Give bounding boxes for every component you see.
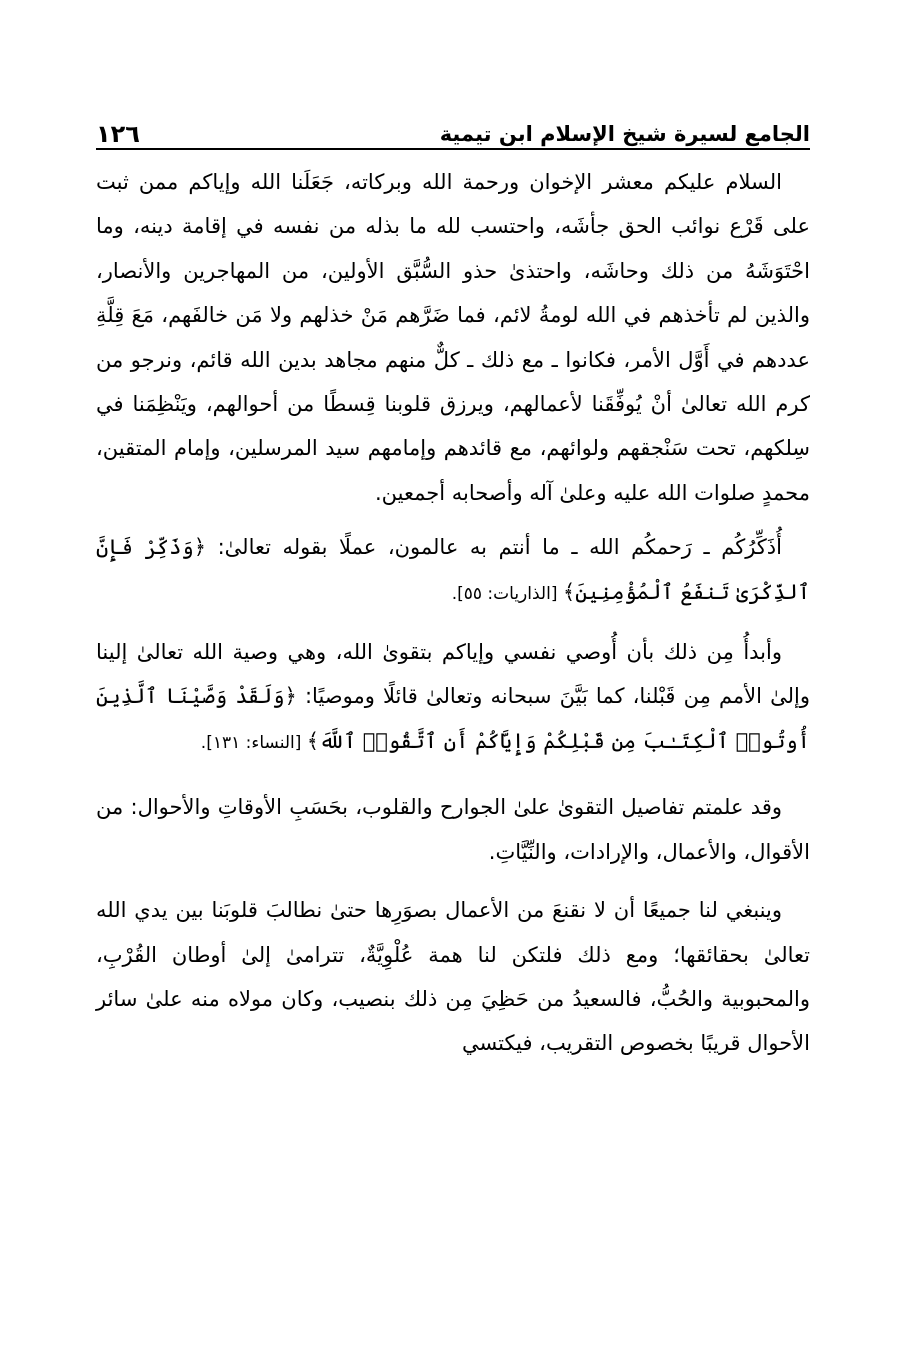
paragraph-details: وقد علمتم تفاصيل التقوىٰ علىٰ الجوارح والقلوب، بحَسَبِ الأوقاتِ والأحوال: من الأقوال، والأعمال، والإرادات، والنِّيَّاتِ. — [96, 795, 810, 864]
quran-verse: ﴿وَذَكِّرْ فَإِنَّ ٱلذِّكْرَىٰ تَنفَعُ ٱلْمُؤْمِنِينَ﴾ — [96, 535, 810, 604]
header-divider — [96, 148, 810, 150]
page-header — [96, 108, 810, 148]
quran-verse: ﴿وَلَقَدْ وَصَّيْنَا ٱلَّذِينَ أُوتُوا۟ ٱلْكِتَـٰبَ مِن قَبْلِكُمْ وَإِيَّاكُمْ أَنِ ٱتَّقُوا۟ ٱللَّهَ﴾ — [96, 684, 810, 753]
paragraph-reminder — [96, 525, 810, 616]
paragraph-text: وأبدأُ مِن ذلك بأن أُوصي نفسي وإياكم بتقوىٰ الله، وهي وصية الله تعالىٰ إلينا وإلىٰ الأمم مِن قَبْلنا، كما بَيَّنَ سبحانه وتعالىٰ قائلًا وموصيًا: — [96, 640, 810, 709]
paragraph-greeting: السلام عليكم معشر الإخوان ورحمة الله وبركاته، جَعَلَنا الله وإياكم ممن ثبت على قَرْع نوائب الحق جأشَه، واحتسب لله ما بذله من نفسه في إقامة دينه، وما احْتَوَشَهُ من ذلك وحاشَه، واحتذىٰ حذو السُّبَّق الأولين، من المهاجرين والأنصار، والذين لم تأخذهم في الله لومةُ لائم، فما ضَرَّهم مَنْ خذلهم ولا مَن خالفَهم، مَعَ قِلَّةِ عددهم في أَوَّل الأمر، فكانوا ـ مع ذلك ـ كلٌّ منهم مجاهد بدين الله قائم، ونرجو من كرم الله تعالىٰ أنْ يُوفِّقَنا لأعمالهم، ويرزق قلوبنا قِسطًا من أحوالهم، ويَنْظِمَنا في سِلكهم، تحت سَنْجقهم ولوائهم، مع قائدهم وإمامهم سيد المرسلين، وإمام المتقين، محمدٍ صلوات الله عليه وعلىٰ آله وأصحابه أجمعين. — [96, 170, 810, 505]
page-number: ١٢٦ — [96, 120, 140, 148]
verse-reference: [النساء: ١٣١]. — [200, 732, 307, 753]
verse-reference: [الذاريات: ٥٥]. — [451, 583, 563, 604]
running-title: الجامع لسيرة شيخ الإسلام ابن تيمية — [439, 122, 810, 146]
paragraph-aspiration: وينبغي لنا جميعًا أن لا نقنعَ من الأعمال بصوَرِها حتىٰ نطالبَ قلوبَنا بين يدي الله تعالىٰ بحقائقها؛ ومع ذلك فلتكن لنا همة عُلْوِيَّةٌ، تترامىٰ إلىٰ أوطان القُرْبِ، والمحبوبية والحُبُّ، فالسعيدُ من حَظِيَ مِن ذلك بنصيب، وكان مولاه منه علىٰ سائر الأحوال قريبًا بخصوص التقريب، فيكتسي — [96, 898, 810, 1056]
paragraph-taqwa — [96, 630, 810, 765]
body-text — [96, 160, 810, 1066]
paragraph-text: أُذَكِّرُكُم ـ رَحمكُم الله ـ ما أنتم به عالمون، عملًا بقوله تعالىٰ: — [206, 535, 782, 560]
